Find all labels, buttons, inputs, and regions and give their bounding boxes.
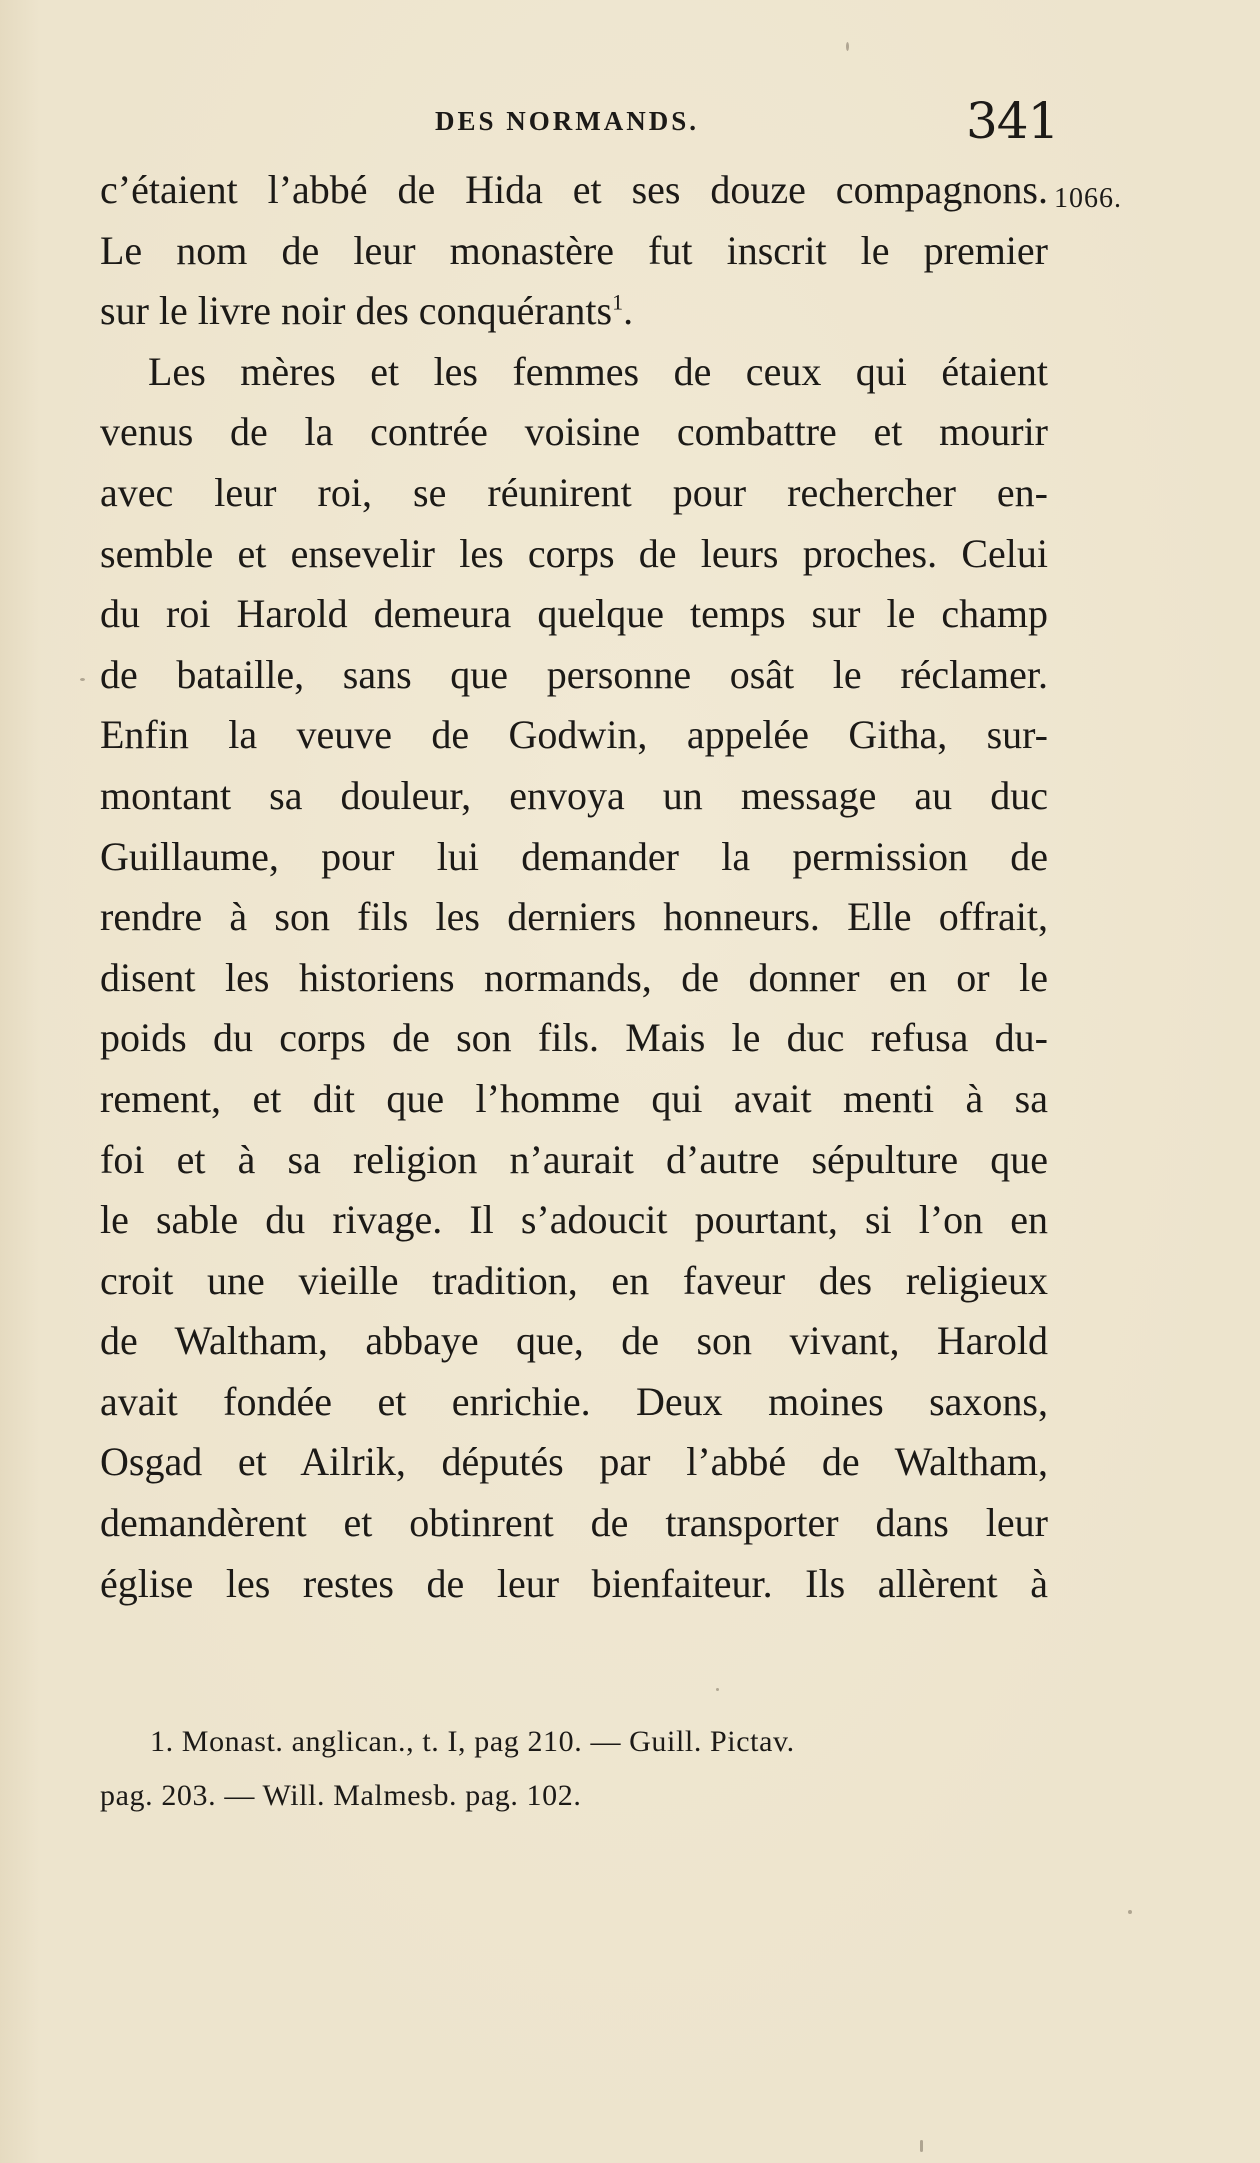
paper-speck xyxy=(846,42,849,51)
text-line: montant sa douleur, envoya un message au duc xyxy=(100,772,1048,818)
text-line: du roi Harold demeura quelque temps sur le champ xyxy=(100,591,1048,637)
text-line: avec leur roi, se réunirent pour rechercher en- xyxy=(100,469,1048,515)
text-line: disent les historiens normands, de donner en or le xyxy=(100,954,1048,1000)
paper-speck xyxy=(920,2140,923,2152)
text-line: Les mères et les femmes de ceux qui étaient xyxy=(148,348,1048,394)
margin-year-note: 1066. xyxy=(1054,183,1122,214)
running-head xyxy=(100,92,1090,156)
text-line: avait fondée et enrichie. Deux moines saxons, xyxy=(100,1378,1048,1424)
page-number: 341 xyxy=(966,92,1059,150)
text-line: rendre à son fils les derniers honneurs. Elle offrait, xyxy=(100,894,1048,940)
paper-speck xyxy=(1128,1910,1132,1914)
footnote-line: 1. Monast. anglican., t. I, pag 210. — Guill. Pictav. xyxy=(150,1725,795,1758)
text-line: le sable du rivage. Il s’adoucit pourtant, si l’on en xyxy=(100,1197,1048,1243)
text-line: foi et à sa religion n’aurait d’autre sépulture que xyxy=(100,1136,1048,1182)
text-line: Osgad et Ailrik, députés par l’abbé de Waltham, xyxy=(100,1439,1048,1485)
text-line: croit une vieille tradition, en faveur des religieux xyxy=(100,1257,1048,1303)
body-text xyxy=(100,160,1048,1614)
footnotes xyxy=(100,1715,1050,1823)
paper-speck xyxy=(716,1688,719,1691)
paper-speck xyxy=(80,678,85,681)
text-line: de bataille, sans que personne osât le réclamer. xyxy=(100,651,1048,697)
text-line: semble et ensevelir les corps de leurs proches. Celui xyxy=(100,530,1048,576)
text-line: de Waltham, abbaye que, de son vivant, Harold xyxy=(100,1318,1048,1364)
text-line: Guillaume, pour lui demander la permission de xyxy=(100,833,1048,879)
footnote-marker-punct: . xyxy=(623,288,634,334)
text-line: demandèrent et obtinrent de transporter dans leur xyxy=(100,1500,1048,1546)
text-line: église les restes de leur bienfaiteur. Ils allèrent à xyxy=(100,1560,1048,1606)
running-title: DES NORMANDS. xyxy=(435,106,700,136)
text-line: c’étaient l’abbé de Hida et ses douze compagnons. xyxy=(100,167,1048,212)
text-line: Le nom de leur monastère fut inscrit le premier xyxy=(100,227,1048,273)
text-line: venus de la contrée voisine combattre et mourir xyxy=(100,409,1048,455)
footnote-line: pag. 203. — Will. Malmesb. pag. 102. xyxy=(100,1779,582,1812)
text-line: Enfin la veuve de Godwin, appelée Githa, sur- xyxy=(100,712,1048,758)
text-line xyxy=(100,281,1048,342)
text-line: poids du corps de son fils. Mais le duc refusa du- xyxy=(100,1015,1048,1061)
text-line: rement, et dit que l’homme qui avait menti à sa xyxy=(100,1075,1048,1121)
footnote-marker: 1 xyxy=(612,289,624,315)
text-line-content: sur le livre noir des conquérants xyxy=(100,288,613,334)
